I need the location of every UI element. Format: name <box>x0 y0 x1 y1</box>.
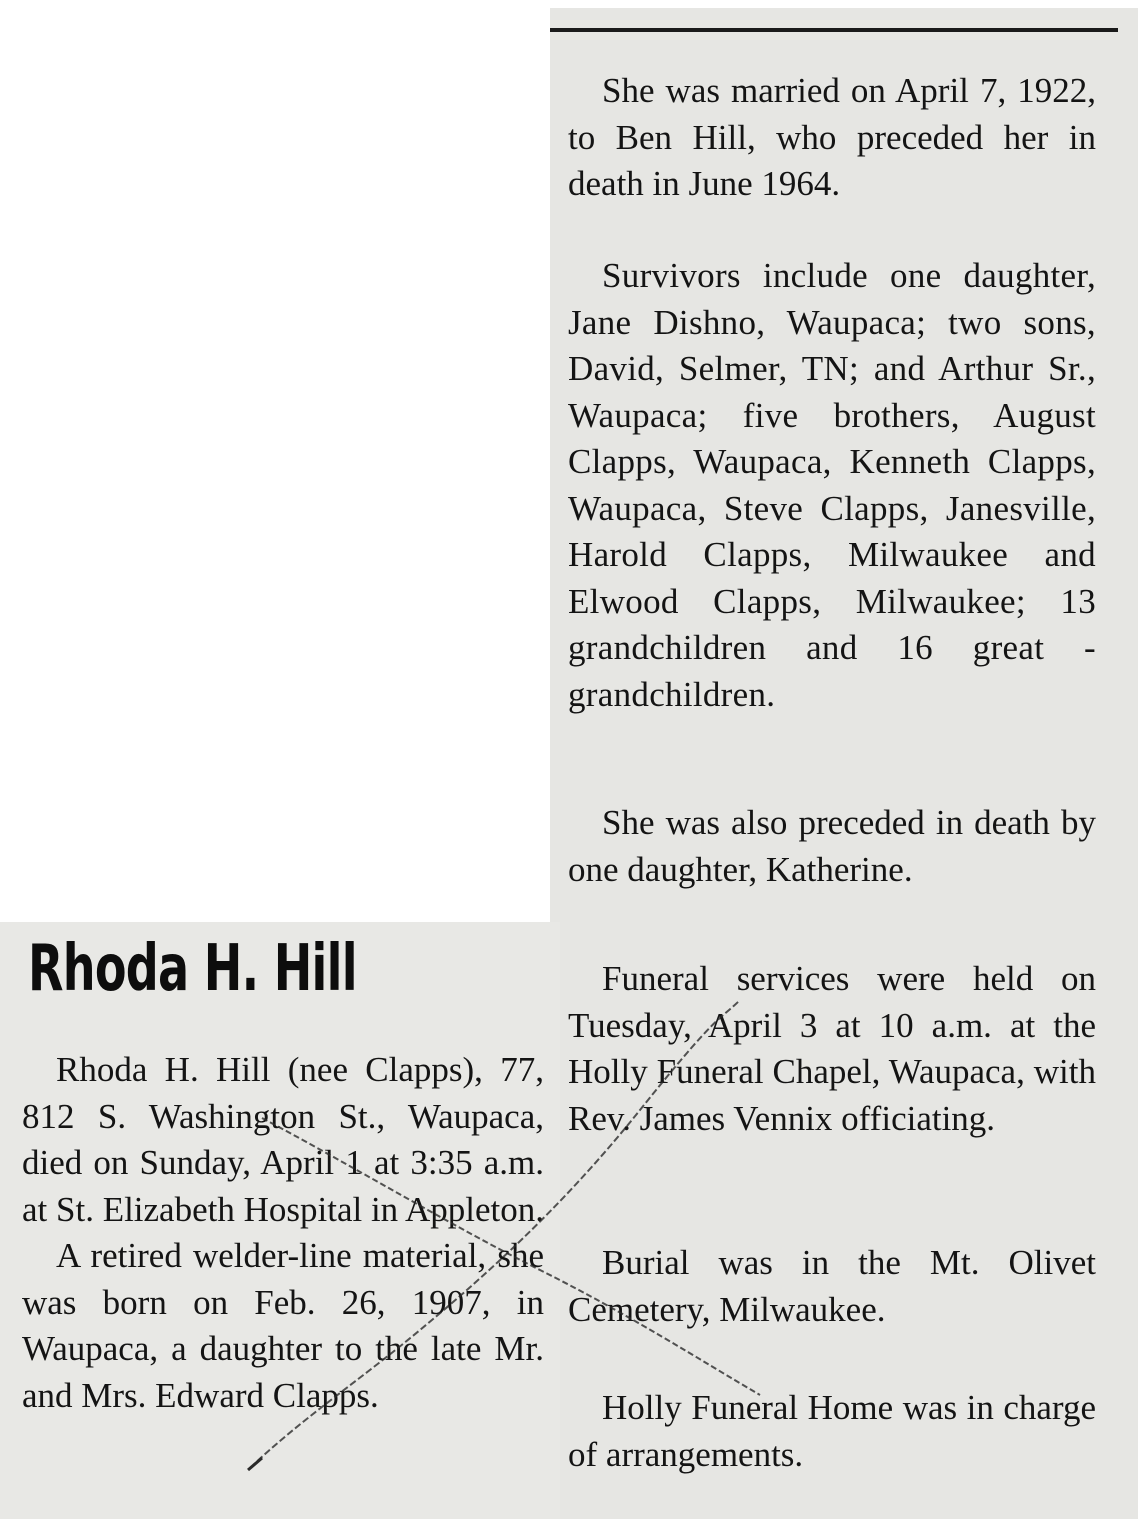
paragraph-text: She was married on April 7, 1922, to Ben Hill, who preceded her in death in June 1964. <box>568 71 1096 203</box>
obituary-paragraph-survivors <box>568 253 1096 718</box>
obituary-paragraph-funeral <box>568 956 1096 1142</box>
paragraph-text: She was also preceded in death by one daughter, Katherine. <box>568 803 1096 889</box>
paragraph-text: Holly Funeral Home was in charge of arrangements. <box>568 1388 1096 1474</box>
obituary-paragraph-birth: A retired welder-line material, she was born on Feb. 26, 1907, in Waupaca, a daughter to the late Mr. and Mrs. Edward Clapps. <box>22 1236 544 1415</box>
obituary-paragraph-arrangements <box>568 1385 1096 1478</box>
column-top-rule <box>550 28 1118 32</box>
paragraph-text: Burial was in the Mt. Olivet Cemetery, Milwaukee. <box>568 1243 1096 1329</box>
paragraph-text: Survivors include one daughter, Jane Dishno, Waupaca; two sons, David, Selmer, TN; and Arthur Sr., Waupaca; five brothers, August Clapps, Waupaca, Kenneth Clapps, Waupaca, Steve Clapps, Janesville, Harold Clapps, Milwaukee and Elwood Clapps, Milwaukee; 13 grandchildren and 16 great - grandchildren. <box>568 256 1096 714</box>
obituary-left-column-text <box>22 1047 544 1419</box>
obituary-paragraph-marriage <box>568 68 1096 208</box>
obituary-paragraph-preceded <box>568 800 1096 893</box>
obituary-headline: Rhoda H. Hill <box>28 932 357 1006</box>
obituary-paragraph-death-notice: Rhoda H. Hill (nee Clapps), 77, 812 S. Washington St., Waupaca, died on Sunday, April 1 at 3:35 a.m. at St. Elizabeth Hospital in Appleton. <box>22 1050 545 1229</box>
obituary-paragraph-burial <box>568 1240 1096 1333</box>
paragraph-text: Funeral services were held on Tuesday, April 3 at 10 a.m. at the Holly Funeral Chapel, Waupaca, with Rev. James Vennix officiating. <box>568 959 1096 1138</box>
